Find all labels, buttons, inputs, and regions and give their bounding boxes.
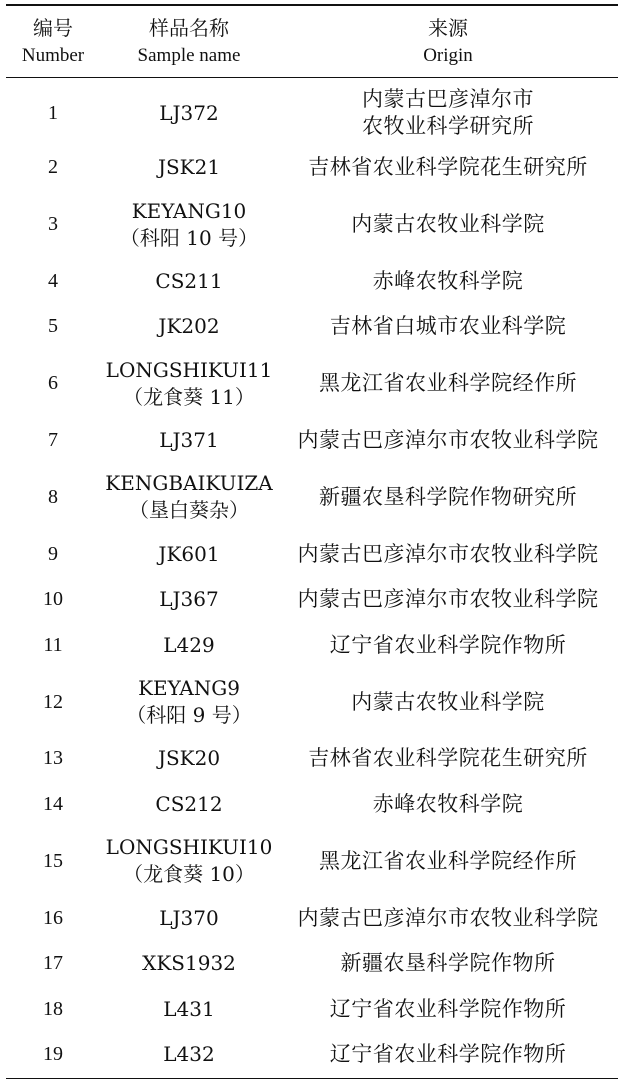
cell-sample-name xyxy=(100,623,278,669)
cell-sample-name xyxy=(100,304,278,350)
sample-name-line: KEYANG10 xyxy=(131,198,247,223)
cell-sample-name xyxy=(100,1032,278,1078)
cell-sample-name xyxy=(100,941,278,987)
origin-line: 内蒙古巴彦淖尔市农牧业科学院 xyxy=(297,905,599,930)
sample-table xyxy=(6,6,618,1078)
origin-line: 内蒙古巴彦淖尔市农牧业科学院 xyxy=(297,587,599,612)
cell-origin xyxy=(278,463,618,531)
origin-line: 辽宁省农业科学院作物所 xyxy=(329,1042,567,1067)
sample-name-line: LJ371 xyxy=(159,428,219,453)
header-origin-zh: 来源 xyxy=(428,15,468,40)
sample-name-line: L432 xyxy=(163,1042,215,1067)
cell-number: 10 xyxy=(43,588,63,611)
sample-name-line: JK601 xyxy=(158,541,220,566)
cell-sample-name xyxy=(100,827,278,895)
origin-line: 吉林省农业科学院花生研究所 xyxy=(308,746,588,771)
origin-line: 农牧业科学研究所 xyxy=(362,114,534,138)
table-row xyxy=(6,531,618,577)
table-row xyxy=(6,987,618,1033)
cell-number: 2 xyxy=(48,156,58,179)
sample-name-line: （科阳 10 号） xyxy=(119,225,259,250)
cell-number: 1 xyxy=(48,101,58,124)
header-number-en: Number xyxy=(21,44,85,66)
origin-line: 吉林省白城市农业科学院 xyxy=(329,314,567,339)
sample-name-line: L429 xyxy=(163,632,215,657)
origin-line: 内蒙古农牧业科学院 xyxy=(351,689,545,714)
cell-sample-name xyxy=(100,668,278,736)
table-row xyxy=(6,895,618,941)
table-row xyxy=(6,463,618,531)
cell-origin xyxy=(278,531,618,577)
table-row xyxy=(6,1032,618,1078)
cell-origin xyxy=(278,304,618,350)
sample-name-line: JK202 xyxy=(158,314,220,339)
table-row xyxy=(6,418,618,464)
sample-name-line: （龙食葵 11） xyxy=(123,384,255,409)
cell-number: 14 xyxy=(43,793,63,816)
cell-number: 16 xyxy=(43,906,63,929)
cell-number: 9 xyxy=(48,542,58,565)
cell-number: 5 xyxy=(48,315,58,338)
table-row xyxy=(6,941,618,987)
cell-number: 4 xyxy=(48,269,58,292)
header-sample-name-zh: 样品名称 xyxy=(149,15,229,40)
table-row xyxy=(6,736,618,782)
table-row xyxy=(6,668,618,736)
cell-number: 3 xyxy=(48,213,58,236)
sample-name-line: KENGBAIKUIZA xyxy=(105,471,273,496)
origin-line: 内蒙古巴彦淖尔市 xyxy=(362,87,534,111)
sample-name-line: LONGSHIKUI10 xyxy=(105,835,273,860)
cell-sample-name xyxy=(100,782,278,828)
cell-origin xyxy=(278,668,618,736)
sample-name-line: LJ370 xyxy=(159,905,219,930)
cell-sample-name xyxy=(100,145,278,191)
origin-line: 赤峰农牧科学院 xyxy=(372,792,524,817)
origin-line: 赤峰农牧科学院 xyxy=(372,268,524,293)
cell-number: 15 xyxy=(43,849,63,872)
cell-origin xyxy=(278,350,618,418)
sample-name-line: JSK21 xyxy=(157,155,221,180)
origin-line: 新疆农垦科学院作物所 xyxy=(340,951,556,976)
table-row xyxy=(6,191,618,259)
table-row xyxy=(6,577,618,623)
header-origin xyxy=(278,6,618,77)
cell-sample-name xyxy=(100,895,278,941)
sample-name-line: JSK20 xyxy=(157,746,221,771)
cell-number: 18 xyxy=(43,997,63,1020)
cell-origin xyxy=(278,782,618,828)
cell-number: 12 xyxy=(43,690,63,713)
cell-origin xyxy=(278,895,618,941)
sample-name-line: XKS1932 xyxy=(142,951,236,976)
table-row xyxy=(6,259,618,305)
cell-origin xyxy=(278,736,618,782)
cell-sample-name xyxy=(100,418,278,464)
table-row xyxy=(6,77,618,145)
sample-name-line: LJ372 xyxy=(159,100,219,125)
cell-sample-name xyxy=(100,191,278,259)
header-sample-name-en: Sample name xyxy=(137,44,241,66)
sample-name-line: KEYANG9 xyxy=(138,676,240,701)
cell-sample-name xyxy=(100,736,278,782)
sample-name-line: （垦白葵杂） xyxy=(129,498,249,523)
table-bottom-rule xyxy=(6,1078,618,1079)
cell-origin xyxy=(278,623,618,669)
cell-sample-name xyxy=(100,350,278,418)
cell-origin xyxy=(278,987,618,1033)
sample-name-line: LJ367 xyxy=(159,587,219,612)
cell-number: 6 xyxy=(48,372,58,395)
cell-sample-name xyxy=(100,987,278,1033)
cell-number: 17 xyxy=(43,952,63,975)
header-sample-name xyxy=(100,6,278,77)
origin-line: 辽宁省农业科学院作物所 xyxy=(329,996,567,1021)
origin-line: 黑龙江省农业科学院经作所 xyxy=(319,848,577,873)
cell-sample-name xyxy=(100,531,278,577)
cell-origin xyxy=(278,827,618,895)
sample-name-line: CS211 xyxy=(155,268,223,293)
table-header xyxy=(6,6,618,77)
cell-origin xyxy=(278,191,618,259)
cell-number: 8 xyxy=(48,485,58,508)
cell-number: 13 xyxy=(43,747,63,770)
table-row xyxy=(6,350,618,418)
cell-sample-name xyxy=(100,577,278,623)
origin-line: 新疆农垦科学院作物研究所 xyxy=(319,484,577,509)
cell-origin xyxy=(278,1032,618,1078)
table-row xyxy=(6,827,618,895)
cell-origin xyxy=(278,577,618,623)
origin-line: 黑龙江省农业科学院经作所 xyxy=(319,371,577,396)
table-row xyxy=(6,623,618,669)
cell-origin xyxy=(278,77,618,145)
sample-name-line: LONGSHIKUI11 xyxy=(105,357,273,382)
header-origin-en: Origin xyxy=(423,44,473,66)
origin-line: 内蒙古巴彦淖尔市农牧业科学院 xyxy=(297,428,599,453)
cell-sample-name xyxy=(100,463,278,531)
cell-number: 7 xyxy=(48,429,58,452)
table-row xyxy=(6,782,618,828)
sample-name-line: L431 xyxy=(163,996,215,1021)
table-body xyxy=(6,77,618,1078)
sample-name-line: （龙食葵 10） xyxy=(123,862,255,887)
cell-origin xyxy=(278,418,618,464)
cell-number: 19 xyxy=(43,1043,63,1066)
sample-name-line: CS212 xyxy=(155,792,223,817)
cell-origin xyxy=(278,259,618,305)
origin-line: 辽宁省农业科学院作物所 xyxy=(329,632,567,657)
cell-origin xyxy=(278,941,618,987)
header-number xyxy=(6,6,100,77)
cell-number: 11 xyxy=(43,633,63,656)
table-row xyxy=(6,304,618,350)
cell-sample-name xyxy=(100,77,278,145)
table-row xyxy=(6,145,618,191)
origin-line: 内蒙古巴彦淖尔市农牧业科学院 xyxy=(297,541,599,566)
sample-name-line: （科阳 9 号） xyxy=(126,703,252,728)
header-number-zh: 编号 xyxy=(33,15,73,40)
origin-line: 内蒙古农牧业科学院 xyxy=(351,212,545,237)
cell-sample-name xyxy=(100,259,278,305)
cell-origin xyxy=(278,145,618,191)
origin-line: 吉林省农业科学院花生研究所 xyxy=(308,155,588,180)
